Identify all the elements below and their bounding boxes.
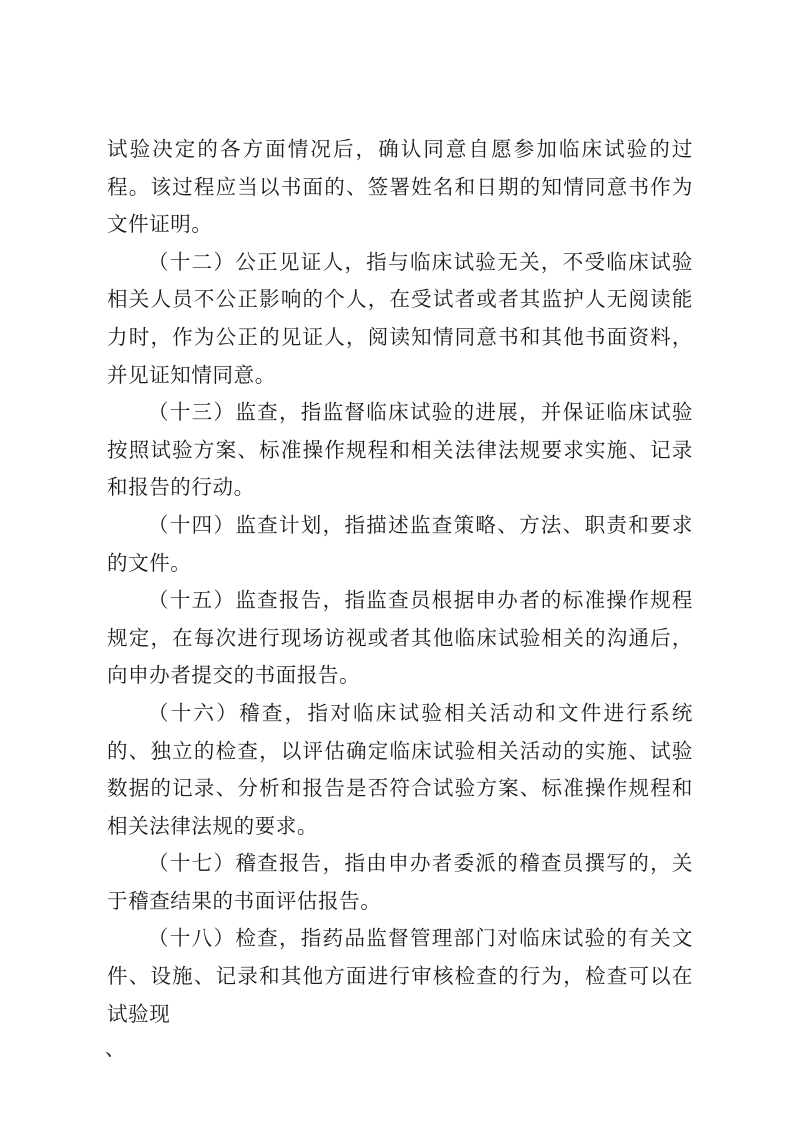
paragraph: 试验决定的各方面情况后，确认同意自愿参加临床试验的过程。该过程应当以书面的、签署姓名和日期的知情同意书作为文件证明。 [107, 137, 693, 237]
paragraph: （十五）监查报告，指监查员根据申办者的标准操作规程规定，在每次进行现场访视或者其他临床试验相关的沟通后，向申办者提交的书面报告。 [107, 588, 693, 688]
footer-mark: 、 [105, 1036, 125, 1060]
paragraph: （十二）公正见证人，指与临床试验无关，不受临床试验相关人员不公正影响的个人，在受试者或者其监护人无阅读能力时，作为公正的见证人，阅读知情同意书和其他书面资料，并见证知情同意。 [107, 249, 693, 387]
paragraph: （十八）检查，指药品监督管理部门对临床试验的有关文件、设施、记录和其他方面进行审核检查的行为，检查可以在试验现 [107, 926, 693, 1026]
document-body [107, 131, 693, 1033]
paragraph: （十三）监查，指监督临床试验的进展，并保证临床试验按照试验方案、标准操作规程和相关法律法规要求实施、记录和报告的行动。 [107, 400, 693, 500]
paragraph: （十四）监查计划，指描述监查策略、方法、职责和要求的文件。 [107, 512, 693, 575]
paragraph: （十六）稽查，指对临床试验相关活动和文件进行系统的、独立的检查，以评估确定临床试验相关活动的实施、试验数据的记录、分析和报告是否符合试验方案、标准操作规程和相关法律法规的要求。 [107, 700, 693, 838]
paragraph: （十七）稽查报告，指由申办者委派的稽查员撰写的，关于稽查结果的书面评估报告。 [107, 851, 693, 913]
